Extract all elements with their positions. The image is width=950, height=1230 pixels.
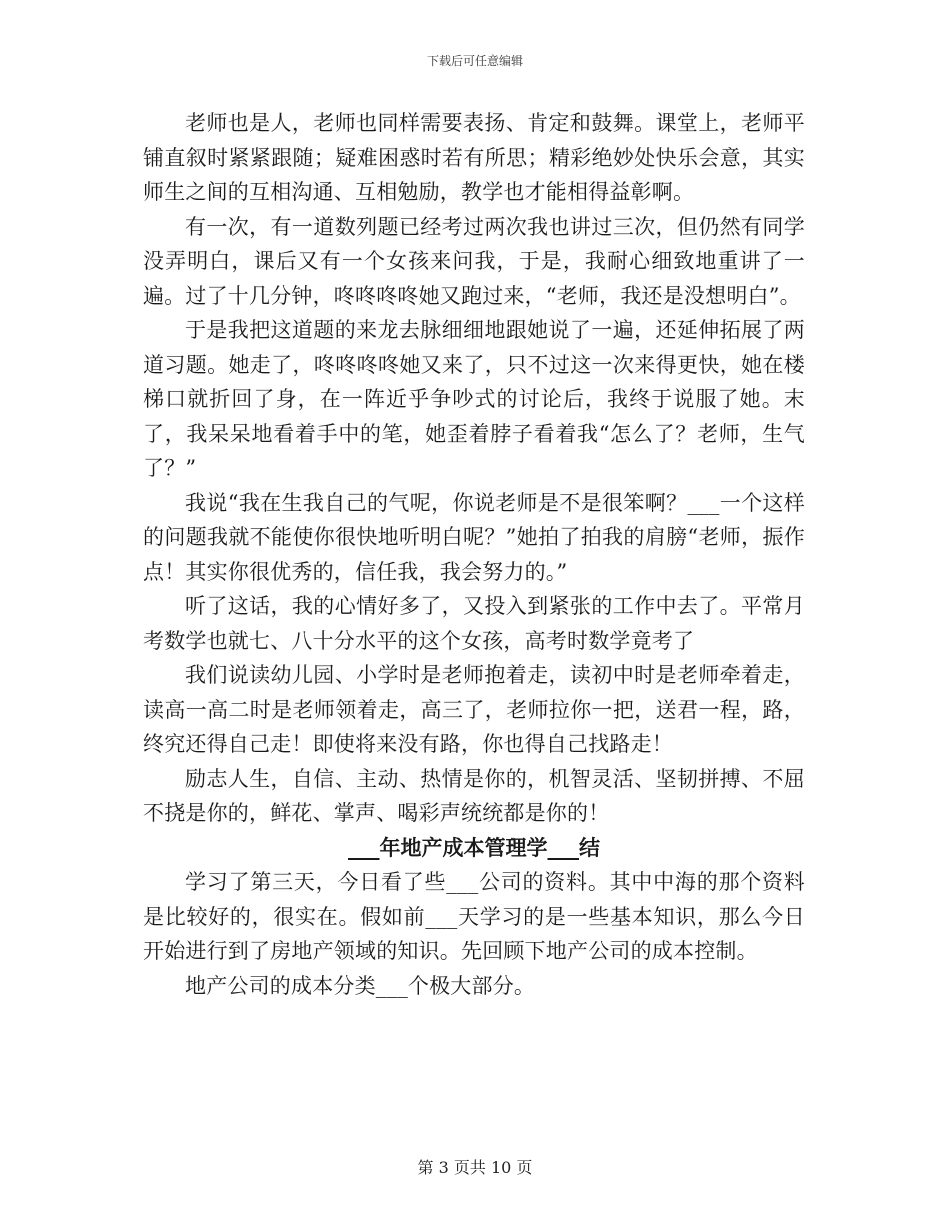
paragraph: 有一次，有一道数列题已经考过两次我也讲过三次，但仍然有同学没弄明白，课后又有一个女孩来问我，于是，我耐心细致地重讲了一遍。过了十几分钟，咚咚咚咚她又跑过来，“老师，我还是没想明白”。 [143,214,805,308]
page-header: 下载后可任意编辑 [426,54,523,68]
paragraph: 励志人生，自信、主动、热情是你的，机智灵活、坚韧拼搏、不屈不挠是你的，鲜花、掌声、喝彩声统统都是你的！ [143,766,805,825]
paragraph: 听了这话，我的心情好多了，又投入到紧张的工作中去了。平常月考数学也就七、八十分水平的这个女孩，高考时数学竟考了 [143,594,805,653]
page-footer: 第 3 页共 10 页 [417,1158,533,1177]
document-body [143,106,805,1003]
paragraph: 我们说读幼儿园、小学时是老师抱着走，读初中时是老师牵着走，读高一高二时是老师领着走，高三了，老师拉你一把，送君一程，路，终究还得自己走！即使将来没有路，你也得自己找路走！ [143,663,805,756]
section-heading: ___年地产成本管理学___结 [348,834,600,860]
paragraph: 于是我把这道题的来龙去脉细细地跟她说了一遍，还延伸拓展了两道习题。她走了，咚咚咚咚她又来了，只不过这一次来得更快，她在楼梯口就折回了身，在一阵近乎争吵式的讨论后，我终于说服了她。末了，我呆呆地看着手中的笔，她歪着脖子看着我“怎么了？老师，生气了？” [143,318,805,480]
paragraph: 老师也是人，老师也同样需要表扬、肯定和鼓舞。课堂上，老师平铺直叙时紧紧跟随；疑难困惑时若有所思；精彩绝妙处快乐会意，其实师生之间的互相沟通、互相勉励，教学也才能相得益彰啊。 [143,111,805,204]
paragraph: 地产公司的成本分类___个极大部分。 [185,973,536,998]
paragraph: 学习了第三天，今日看了些___公司的资料。其中中海的那个资料是比较好的，很实在。假如前___天学习的是一些基本知识，那么今日开始进行到了房地产领域的知识。先回顾下地产公司的成本控制。 [143,870,805,963]
paragraph: 我说“我在生我自己的气呢，你说老师是不是很笨啊？___一个这样的问题我就不能使你很快地听明白呢？”她拍了拍我的肩膀“老师，振作点！其实你很优秀的，信任我，我会努力的。” [143,490,805,584]
